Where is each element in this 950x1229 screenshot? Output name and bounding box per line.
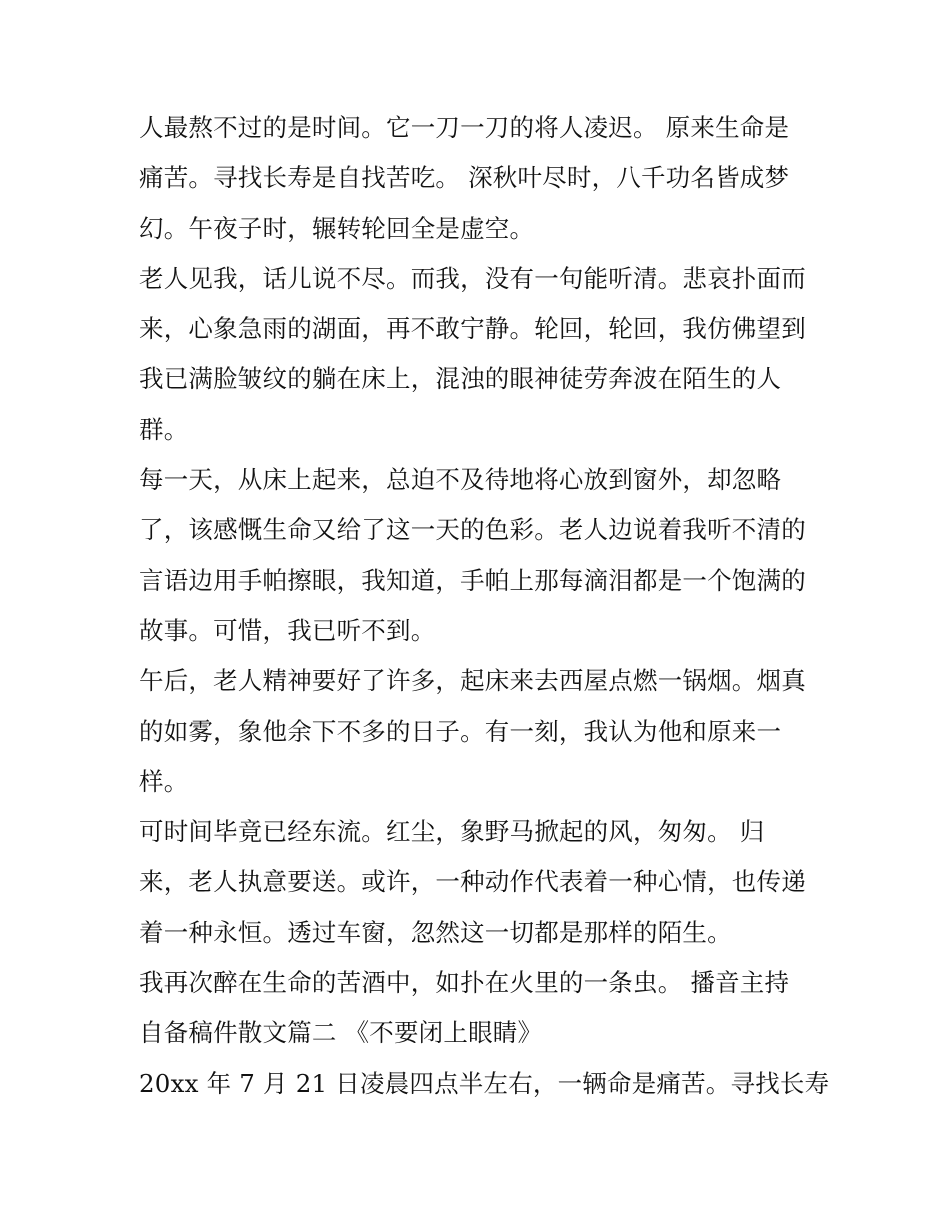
text-line-9: 了，该感慨生命又给了这一天的色彩。老人边说着我听不清的 — [139, 515, 806, 545]
text-line-8: 每一天，从床上起来，总迫不及待地将心放到窗外，却忽略 — [139, 465, 782, 495]
text-line-5: 来，心象急雨的湖面，再不敢宁静。轮回，轮回，我仿佛望到 — [139, 314, 806, 344]
text-line-6: 我已满脸皱纹的躺在床上，混浊的眼神徒劳奔波在陌生的人 — [139, 364, 782, 394]
text-line-2: 痛苦。寻找长寿是自找苦吃。 深秋叶尽时，八千功名皆成梦 — [139, 163, 790, 193]
text-line-19: 自备稿件散文篇二 《不要闭上眼睛》 — [139, 1018, 543, 1048]
text-line-16: 来，老人执意要送。或许，一种动作代表着一种心情，也传递 — [139, 867, 806, 897]
text-line-14: 样。 — [139, 766, 189, 796]
text-line-1: 人最熬不过的是时间。它一刀一刀的将人凌迟。 原来生命是 — [139, 113, 790, 142]
text-line-12: 午后，老人精神要好了许多，起床来去西屋点燃一锅烟。烟真 — [139, 666, 806, 696]
text-line-17: 着一种永恒。透过车窗，忽然这一切都是那样的陌生。 — [139, 917, 732, 947]
text-line-3: 幻。午夜子时，辗转轮回全是虚空。 — [139, 213, 535, 243]
text-line-18: 我再次醉在生命的苦酒中，如扑在火里的一条虫。 播音主持 — [139, 968, 790, 998]
text-line-7: 群。 — [139, 414, 189, 444]
document-page — [139, 103, 829, 1109]
text-line-11: 故事。可惜，我已听不到。 — [139, 615, 436, 645]
text-line-15: 可时间毕竟已经东流。红尘，象野马掀起的风，匆匆。 归 — [139, 817, 765, 847]
text-line-13: 的如雾，象他余下不多的日子。有一刻，我认为他和原来一 — [139, 716, 782, 746]
text-line-20: 20xx 年 7 月 21 日凌晨四点半左右，一辆命是痛苦。寻找长寿 — [139, 1068, 830, 1098]
text-line-4: 老人见我，话儿说不尽。而我，没有一句能听清。悲哀扑面而 — [139, 263, 806, 293]
text-line-10: 言语边用手帕擦眼，我知道，手帕上那每滴泪都是一个饱满的 — [139, 565, 806, 595]
